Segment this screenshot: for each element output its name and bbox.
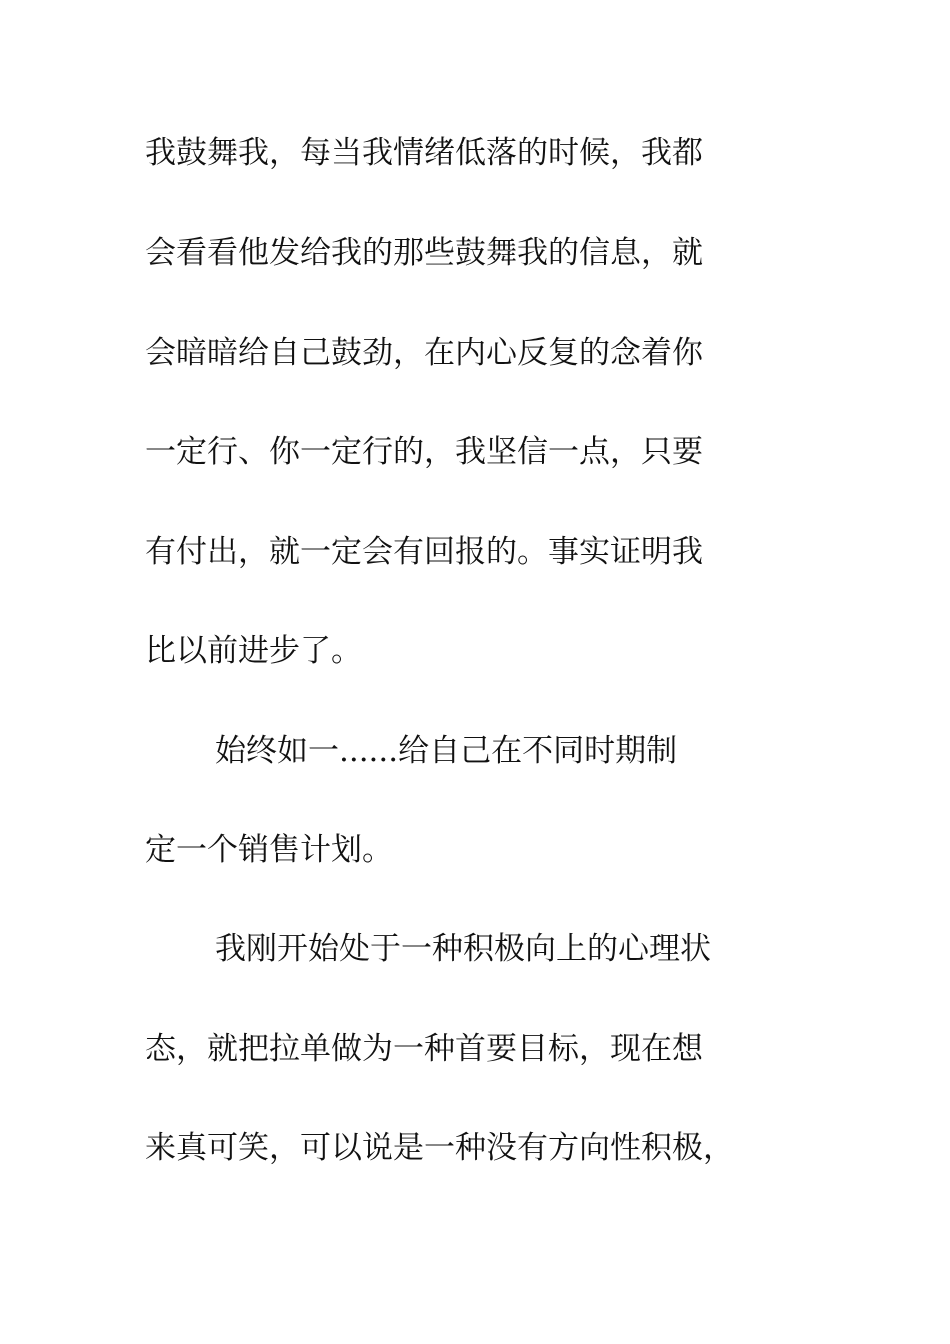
text-line-3: 会暗暗给自己鼓劲，在内心反复的念着你 [145, 335, 703, 371]
text-line-4: 一定行、你一定行的，我坚信一点，只要 [145, 434, 703, 470]
text-line-2: 会看看他发给我的那些鼓舞我的信息，就 [145, 235, 703, 271]
text-line-11: 来真可笑，可以说是一种没有方向性积极， [145, 1130, 734, 1166]
text-line-6: 比以前进步了。 [145, 633, 362, 669]
text-line-1: 我鼓舞我，每当我情绪低落的时候，我都 [145, 135, 703, 171]
text-line-10: 态，就把拉单做为一种首要目标，现在想 [145, 1031, 703, 1067]
text-line-9: 我刚开始处于一种积极向上的心理状 [215, 931, 711, 967]
text-line-7: 始终如一......给自己在不同时期制 [215, 733, 678, 769]
text-line-8: 定一个销售计划。 [145, 832, 393, 868]
text-line-5: 有付出，就一定会有回报的。事实证明我 [145, 534, 703, 570]
